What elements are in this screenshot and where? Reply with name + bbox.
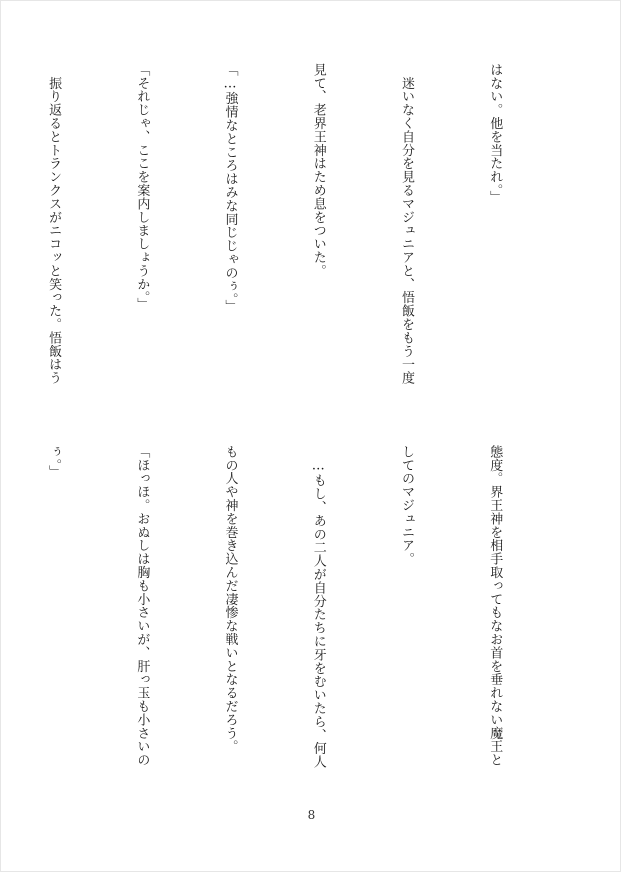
text-line: 「ほっほ。おぬしは胸も小さいが、肝っ玉も小さいの — [134, 445, 150, 767]
text-line: …もし、あの二人が自分たちに牙をむいたら、何人 — [310, 445, 326, 769]
text-line: 「…強情なところはみな同じじゃのぅ。」 — [222, 63, 238, 314]
text-line: もの人や神を巻き込んだ凄惨な戦いとなるだろう。 — [222, 445, 238, 754]
lower-text-block — [40, 445, 568, 807]
text-line: ぅ。」 — [46, 445, 62, 479]
page-number: 8 — [307, 808, 316, 822]
text-line: 態度。界王神を相手取ってもなお首を垂れない魔王と — [487, 445, 503, 767]
text-line: 「それじゃ、ここを案内しましょうか。」 — [134, 63, 150, 312]
text-line: 振り返るとトランクスがニコッと笑った。悟飯はう — [46, 63, 62, 385]
text-line: はない。他を当たれ。」 — [487, 63, 503, 204]
upper-text-block — [40, 63, 568, 425]
text-line: 迷いなく自分を見るマジュニアと、悟飯をもう一度 — [398, 63, 414, 385]
text-line: してのマジュニア。 — [398, 445, 414, 566]
text-line: 見て、老界王神はため息をついた。 — [310, 63, 326, 278]
